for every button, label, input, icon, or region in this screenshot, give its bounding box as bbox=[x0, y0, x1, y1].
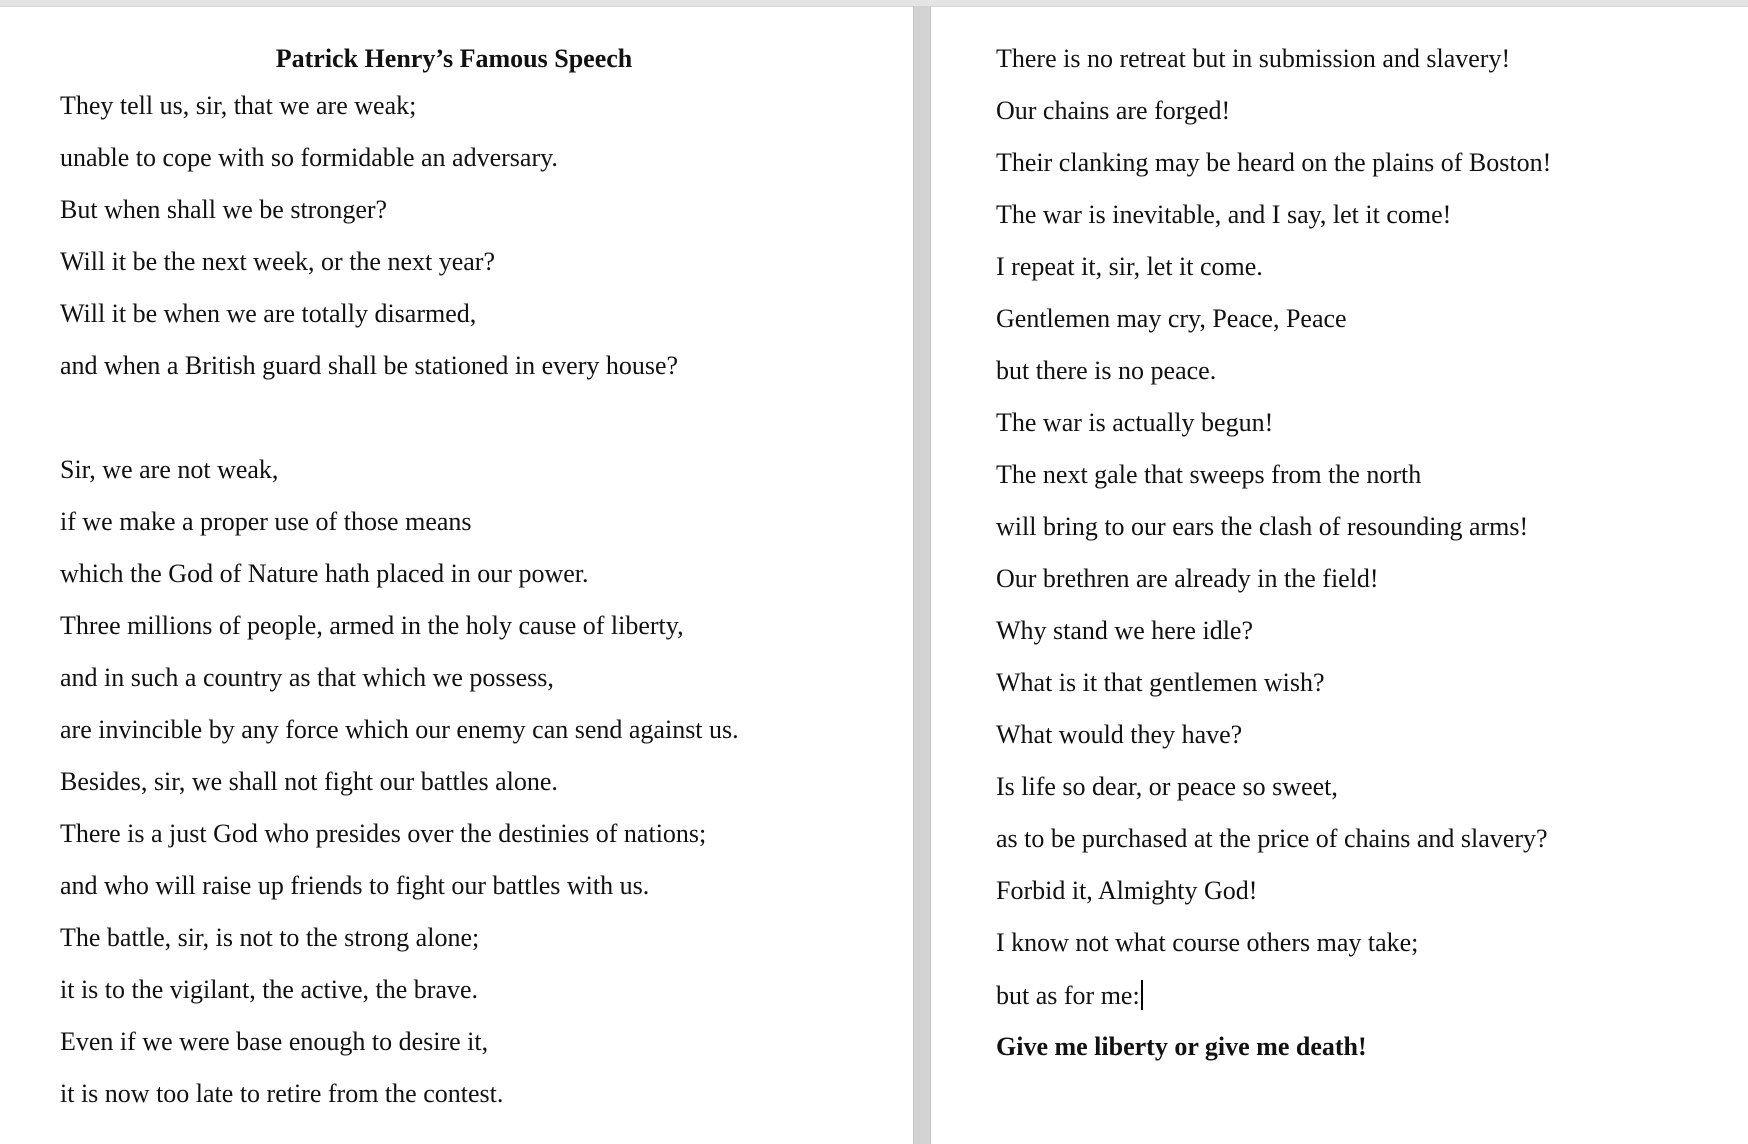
text-line: The war is actually begun! bbox=[996, 408, 1274, 437]
text-line: Why stand we here idle? bbox=[996, 616, 1254, 645]
text-line: The war is inevitable, and I say, let it come! bbox=[996, 200, 1452, 229]
document-page-right[interactable] bbox=[931, 7, 1748, 1144]
text-line: Even if we were base enough to desire it, bbox=[60, 1027, 489, 1056]
text-line: I repeat it, sir, let it come. bbox=[996, 252, 1263, 281]
speech-title: Patrick Henry’s Famous Speech bbox=[275, 44, 633, 73]
text-line: Sir, we are not weak, bbox=[60, 455, 279, 484]
text-line: Is life so dear, or peace so sweet, bbox=[996, 772, 1338, 801]
closing-line: Give me liberty or give me death! bbox=[996, 1032, 1367, 1061]
text-line: unable to cope with so formidable an adversary. bbox=[60, 143, 558, 172]
text-line: Will it be when we are totally disarmed, bbox=[60, 299, 477, 328]
text-line: What is it that gentlemen wish? bbox=[996, 668, 1325, 697]
page-gutter bbox=[913, 6, 931, 1144]
text-line: and when a British guard shall be stationed in every house? bbox=[60, 351, 679, 380]
text-line: Will it be the next week, or the next year? bbox=[60, 247, 496, 276]
text-line: But when shall we be stronger? bbox=[60, 195, 388, 224]
text-line: The next gale that sweeps from the north bbox=[996, 460, 1422, 489]
text-line: Their clanking may be heard on the plains of Boston! bbox=[996, 148, 1552, 177]
text-line: The battle, sir, is not to the strong alone; bbox=[60, 923, 480, 952]
text-line: Our brethren are already in the field! bbox=[996, 564, 1379, 593]
text-line: but there is no peace. bbox=[996, 356, 1217, 385]
document-page-left[interactable] bbox=[0, 7, 913, 1144]
text-line: What would they have? bbox=[996, 720, 1243, 749]
text-line: I know not what course others may take; bbox=[996, 928, 1419, 957]
current-line-text: but as for me: bbox=[996, 981, 1140, 1010]
text-cursor bbox=[1141, 980, 1143, 1010]
text-line: There is no retreat but in submission and slavery! bbox=[996, 44, 1511, 73]
text-line: and in such a country as that which we possess, bbox=[60, 663, 554, 692]
text-line: it is to the vigilant, the active, the brave. bbox=[60, 975, 479, 1004]
text-line: Gentlemen may cry, Peace, Peace bbox=[996, 304, 1347, 333]
text-line: which the God of Nature hath placed in our power. bbox=[60, 559, 589, 588]
text-line: as to be purchased at the price of chains and slavery? bbox=[996, 824, 1548, 853]
text-line: Besides, sir, we shall not fight our battles alone. bbox=[60, 767, 558, 796]
text-line: are invincible by any force which our enemy can send against us. bbox=[60, 715, 739, 744]
text-line: it is now too late to retire from the contest. bbox=[60, 1079, 504, 1108]
text-line: Forbid it, Almighty God! bbox=[996, 876, 1258, 905]
text-line: and who will raise up friends to fight our battles with us. bbox=[60, 871, 650, 900]
text-line: They tell us, sir, that we are weak; bbox=[60, 91, 417, 120]
text-line-current bbox=[996, 980, 1143, 1011]
top-edge bbox=[0, 0, 1748, 7]
text-line: will bring to our ears the clash of resounding arms! bbox=[996, 512, 1529, 541]
text-line: There is a just God who presides over the destinies of nations; bbox=[60, 819, 707, 848]
text-line: Our chains are forged! bbox=[996, 96, 1231, 125]
text-line: if we make a proper use of those means bbox=[60, 507, 472, 536]
text-line: Three millions of people, armed in the holy cause of liberty, bbox=[60, 611, 684, 640]
